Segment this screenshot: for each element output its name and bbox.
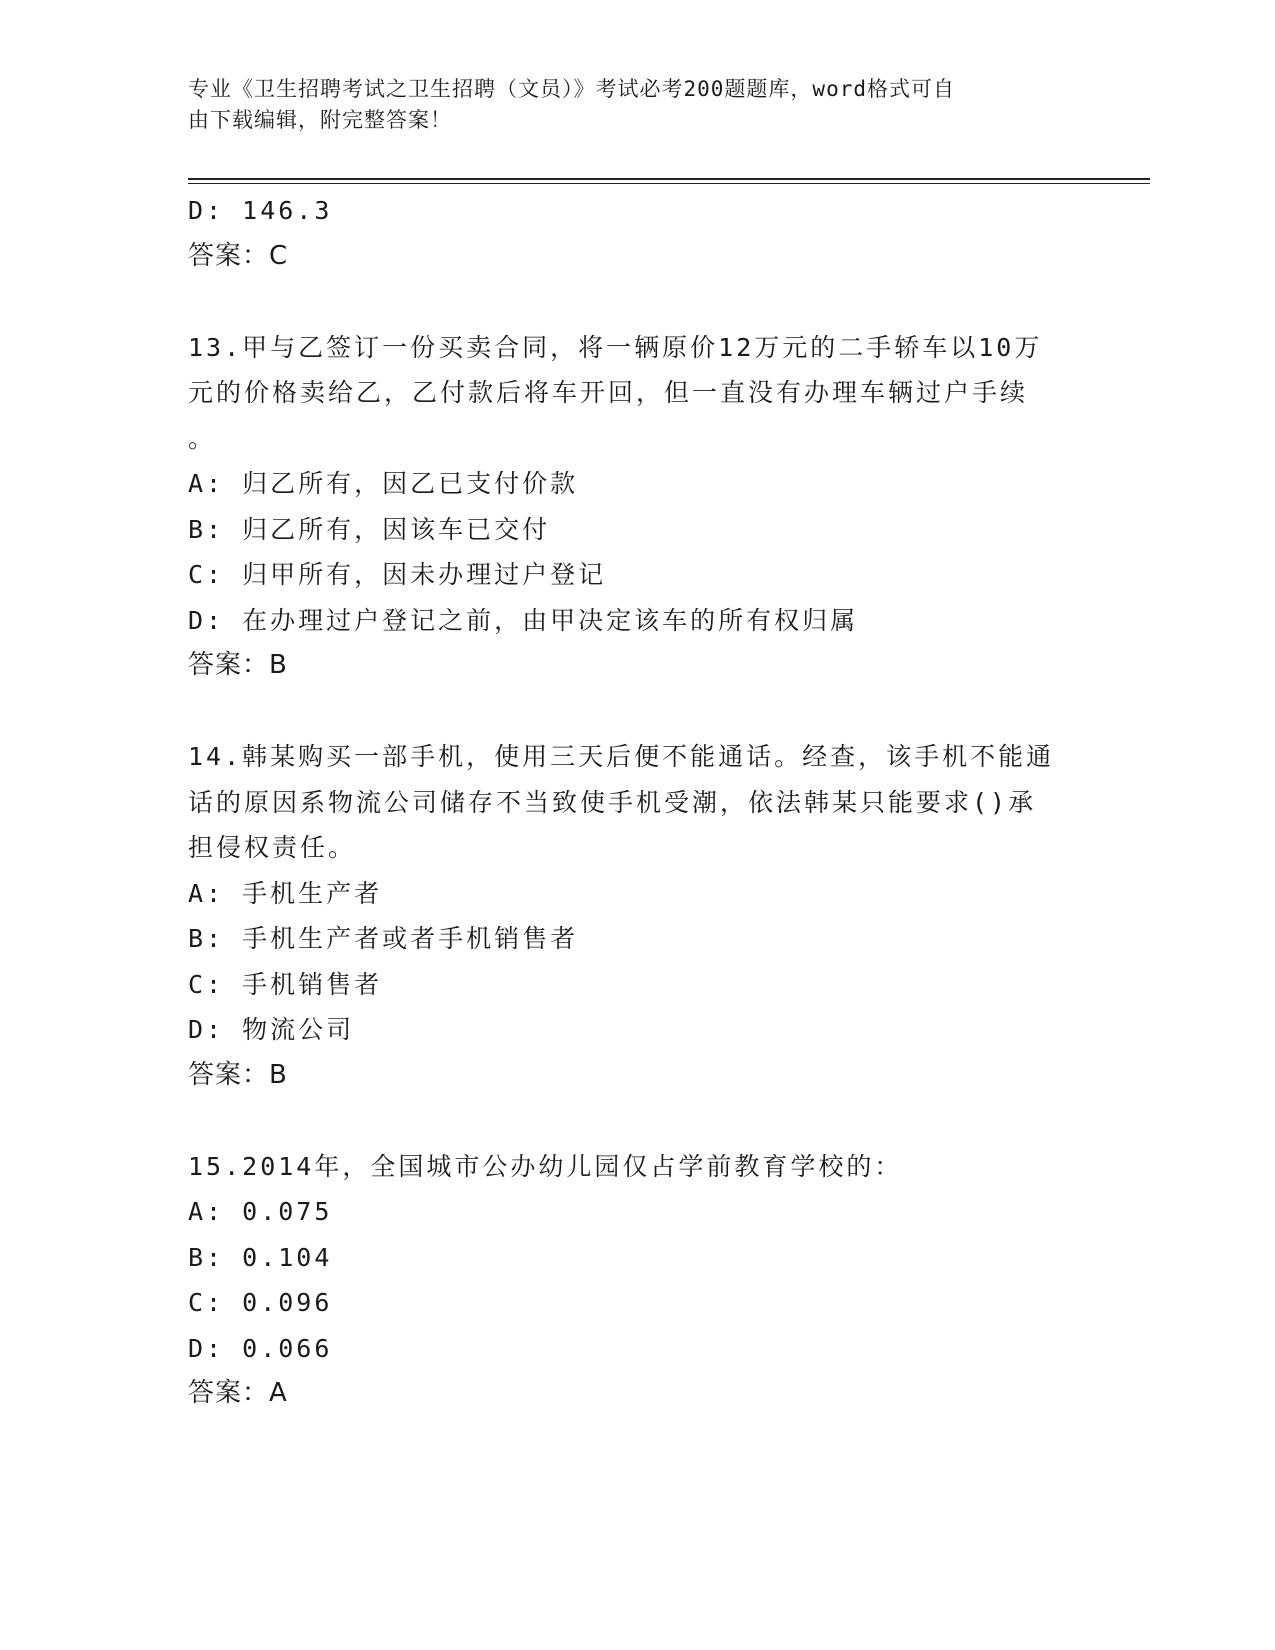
question-14-option-b: B: 手机生产者或者手机销售者 [188, 924, 579, 953]
prev-option-d: D: 146.3 [188, 196, 333, 225]
question-13-text-line-1: 13.甲与乙签订一份买卖合同，将一辆原价12万元的二手轿车以10万 [188, 332, 1043, 362]
question-13 [188, 325, 1088, 689]
question-13-text-line-2: 元的价格卖给乙，乙付款后将车开回，但一直没有办理车辆过户手续 [188, 378, 1029, 407]
header-line-1: 专业《卫生招聘考试之卫生招聘（文员）》考试必考200题题库，word格式可自 [188, 77, 955, 101]
question-15-text-line-1: 15.2014年，全国城市公办幼儿园仅占学前教育学校的： [188, 1151, 903, 1181]
question-15-option-c: C: 0.096 [188, 1288, 333, 1317]
question-13-text-line-3: 。 [188, 423, 217, 453]
question-14-option-a: A: 手机生产者 [188, 878, 383, 908]
question-14-text-line-1: 14.韩某购买一部手机，使用三天后便不能通话。经查，该手机不能通 [188, 742, 1055, 771]
spacer [188, 279, 1088, 325]
question-13-option-d: D: 在办理过户登记之前，由甲决定该车的所有权归属 [188, 605, 859, 635]
question-13-option-a: A: 归乙所有，因乙已支付价款 [188, 469, 579, 498]
question-15-option-a: A: 0.075 [188, 1197, 333, 1226]
spacer [188, 689, 1088, 735]
header-line-2: 由下载编辑，附完整答案！ [188, 108, 452, 132]
question-15 [188, 1144, 1088, 1417]
document-body [188, 188, 1088, 1417]
spacer [188, 1098, 1088, 1144]
question-15-option-b: B: 0.104 [188, 1242, 333, 1272]
question-14 [188, 734, 1088, 1098]
question-13-option-b: B: 归乙所有，因该车已交付 [188, 514, 551, 544]
question-14-text-line-3: 担侵权责任。 [188, 833, 357, 862]
question-13-option-c: C: 归甲所有，因未办理过户登记 [188, 560, 607, 589]
header-divider-thin [188, 183, 1150, 184]
question-14-answer: 答案：B [188, 1059, 288, 1090]
question-13-answer: 答案：B [188, 650, 288, 680]
question-15-option-d: D: 0.066 [188, 1333, 333, 1363]
header-divider-thick [188, 178, 1150, 180]
question-14-option-c: C: 手机销售者 [188, 969, 383, 999]
question-14-text-line-2: 话的原因系物流公司储存不当致使手机受潮，依法韩某只能要求()承 [188, 787, 1037, 817]
prev-answer: 答案：C [188, 240, 289, 271]
question-15-answer: 答案：A [188, 1378, 288, 1408]
question-14-option-d: D: 物流公司 [188, 1015, 355, 1044]
document-header [188, 74, 1068, 136]
